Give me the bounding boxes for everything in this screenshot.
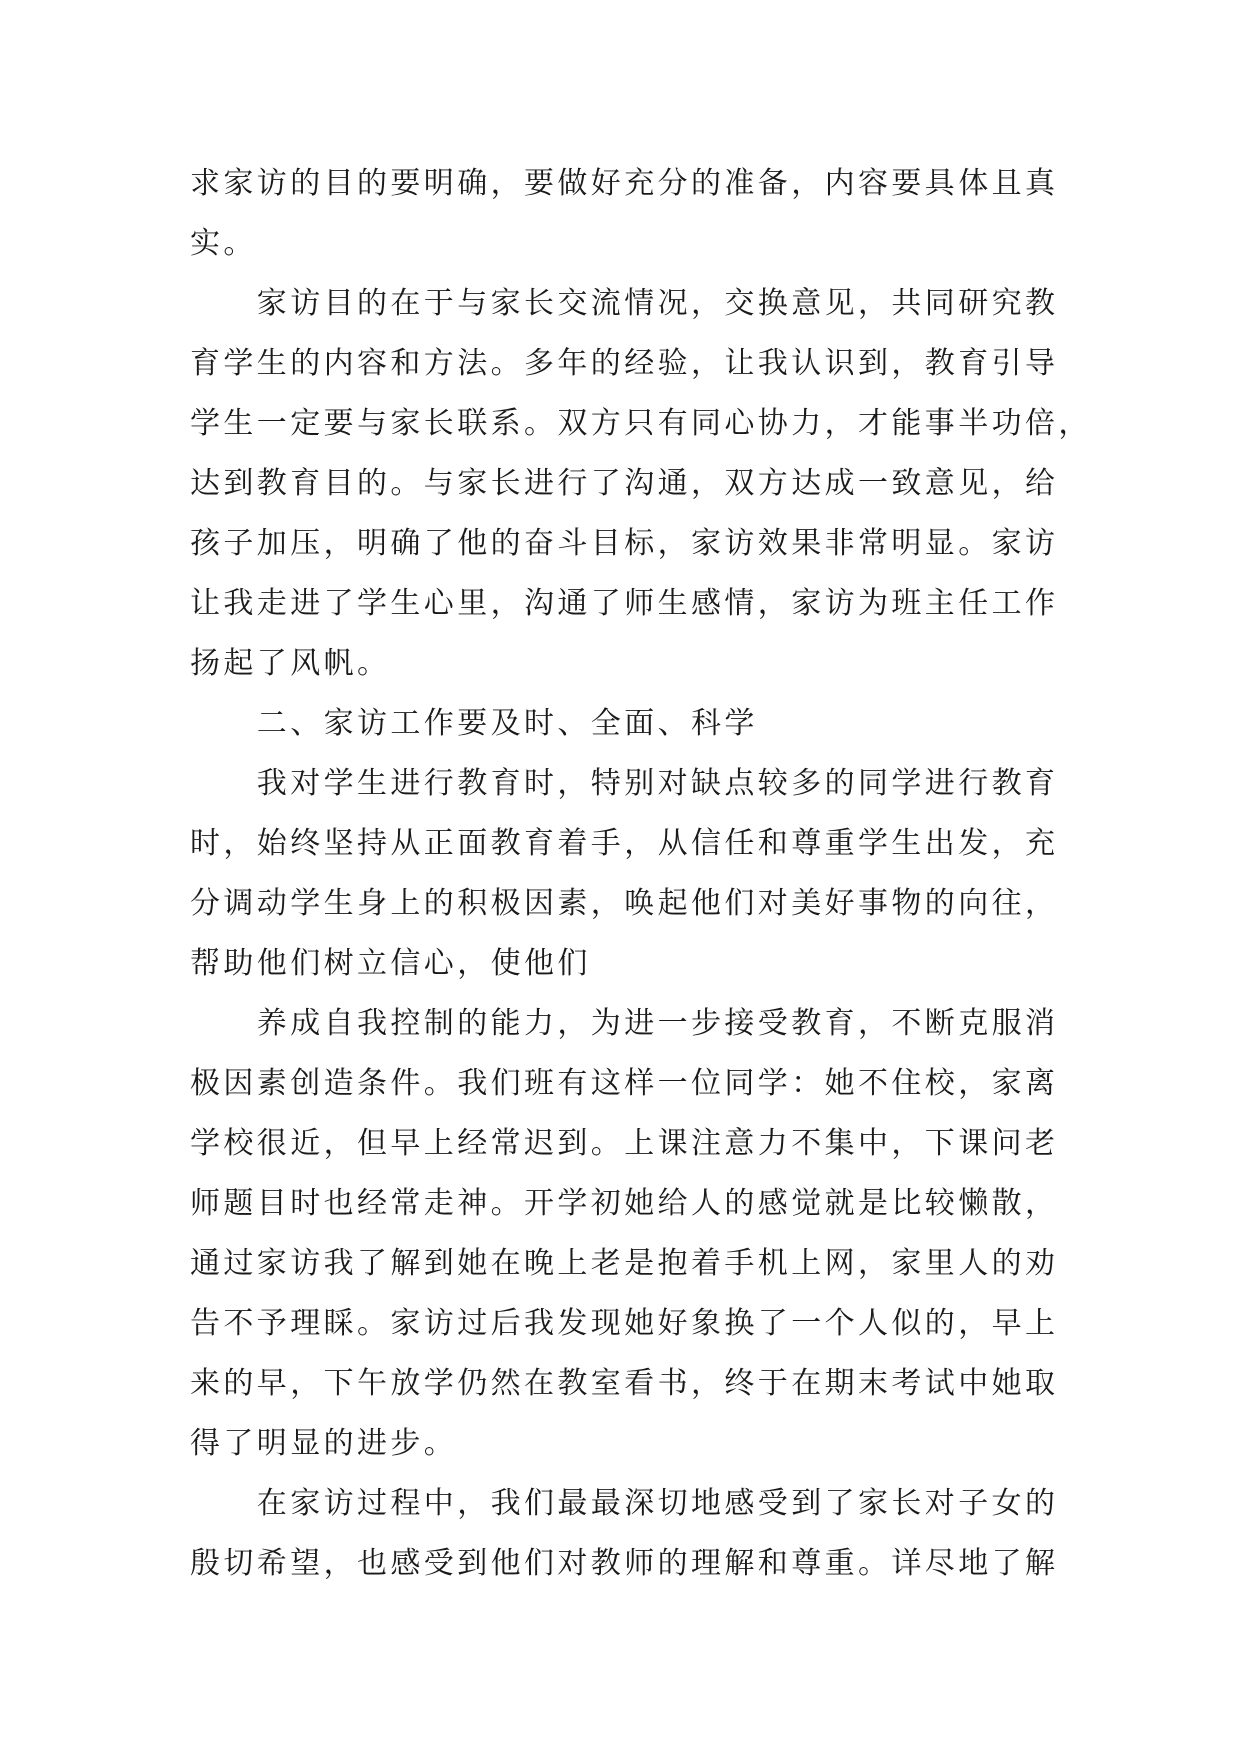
- document-body: [190, 154, 1092, 1594]
- text-line: 极因素创造条件。我们班有这样一位同学：她不住校，家离: [190, 1066, 1059, 1101]
- text-line: 来的早，下午放学仍然在教室看书，终于在期末考试中她取: [190, 1366, 1059, 1401]
- text-line: 家访目的在于与家长交流情况，交换意见，共同研究教: [190, 286, 1059, 321]
- text-line: 得了明显的进步。: [190, 1426, 458, 1461]
- text-line: 帮助他们树立信心，使他们: [190, 946, 591, 981]
- text-line: 通过家访我了解到她在晚上老是抱着手机上网，家里人的劝: [190, 1246, 1059, 1281]
- text-line: 告不予理睬。家访过后我发现她好象换了一个人似的，早上: [190, 1306, 1059, 1341]
- text-line: 学校很近，但早上经常迟到。上课注意力不集中，下课问老: [190, 1126, 1059, 1161]
- text-line: 扬起了风帆。: [190, 646, 391, 681]
- text-line: 达到教育目的。与家长进行了沟通，双方达成一致意见，给: [190, 466, 1059, 501]
- text-line: 我对学生进行教育时，特别对缺点较多的同学进行教育: [190, 766, 1059, 801]
- text-line: 实。: [190, 226, 257, 261]
- text-line: 育学生的内容和方法。多年的经验，让我认识到，教育引导: [190, 346, 1059, 381]
- text-line: 师题目时也经常走神。开学初她给人的感觉就是比较懒散，: [190, 1186, 1059, 1221]
- section-heading: 二、家访工作要及时、全面、科学: [190, 706, 758, 741]
- text-line: 求家访的目的要明确，要做好充分的准备，内容要具体且真: [190, 166, 1059, 201]
- text-line: 在家访过程中，我们最最深切地感受到了家长对子女的: [190, 1486, 1059, 1521]
- text-line: 孩子加压，明确了他的奋斗目标，家访效果非常明显。家访: [190, 526, 1059, 561]
- text-line: 学生一定要与家长联系。双方只有同心协力，才能事半功倍，: [190, 406, 1092, 441]
- text-line: 时，始终坚持从正面教育着手，从信任和尊重学生出发，充: [190, 826, 1059, 861]
- text-line: 养成自我控制的能力，为进一步接受教育，不断克服消: [190, 1006, 1059, 1041]
- text-line: 分调动学生身上的积极因素，唤起他们对美好事物的向往，: [190, 886, 1059, 921]
- text-line: 殷切希望，也感受到他们对教师的理解和尊重。详尽地了解: [190, 1546, 1059, 1581]
- text-line: 让我走进了学生心里，沟通了师生感情，家访为班主任工作: [190, 586, 1059, 621]
